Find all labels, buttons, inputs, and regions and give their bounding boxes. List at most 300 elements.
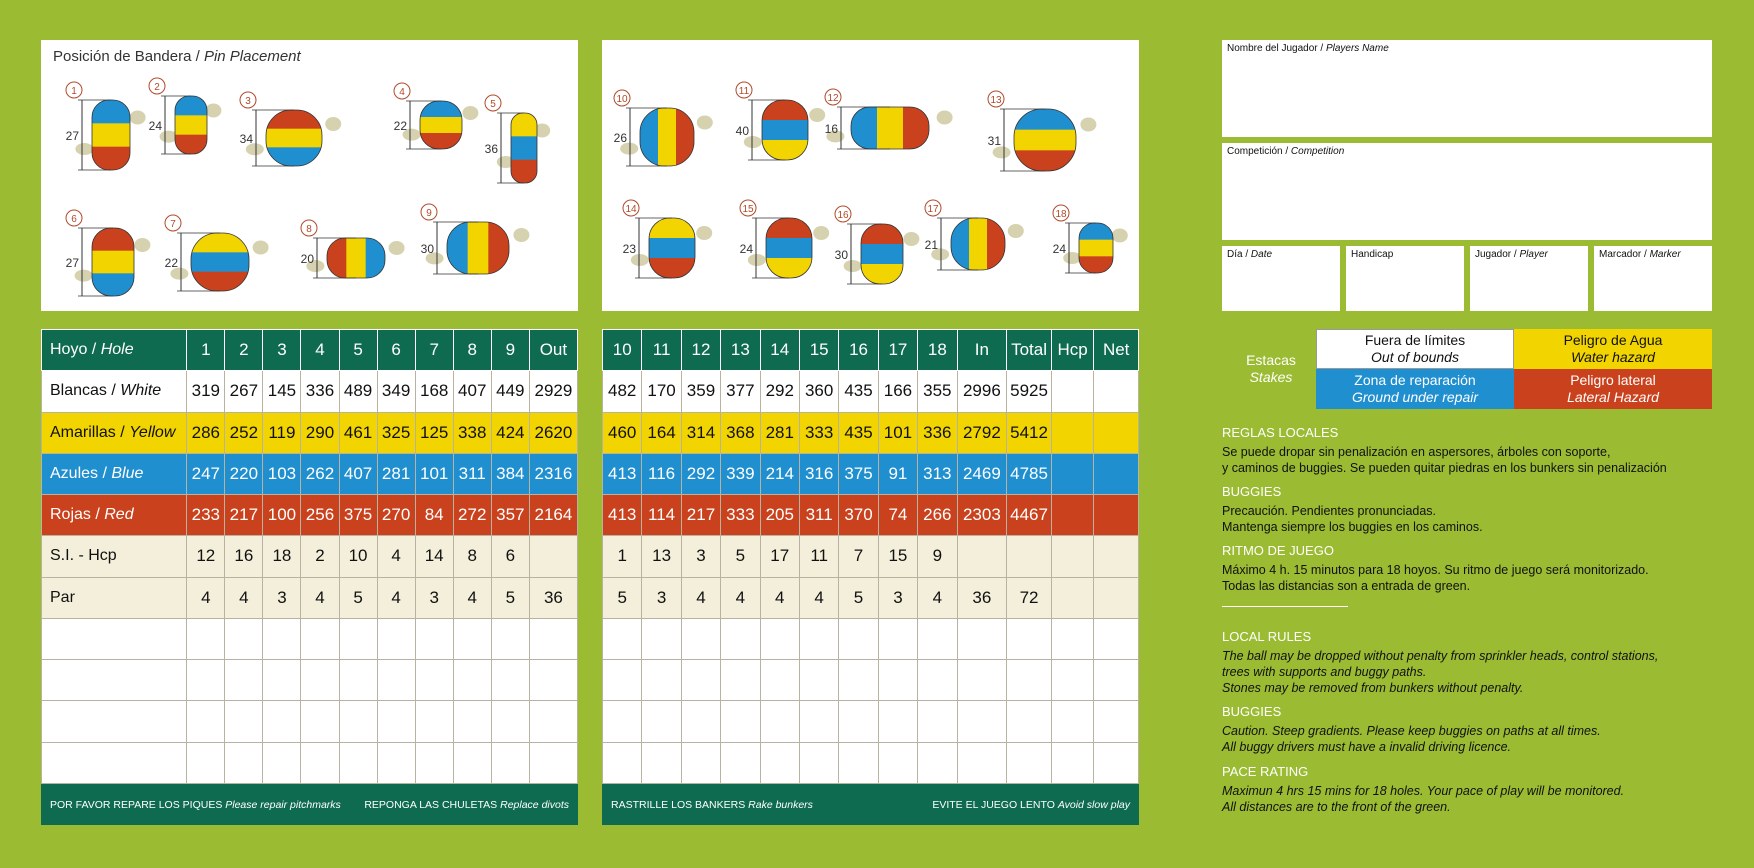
hole-number-label: 3 [245, 96, 251, 107]
handicap-cell [529, 536, 577, 577]
score-cell[interactable] [339, 701, 377, 742]
hole-number: 6 [377, 330, 415, 371]
distance-label: 21 [924, 238, 938, 252]
score-cell[interactable] [225, 742, 263, 783]
score-cell[interactable] [415, 660, 453, 701]
par-cell: 5 [339, 577, 377, 618]
yardage-cell: 336 [301, 371, 339, 412]
yardage-cell: 247 [187, 453, 225, 494]
distance-label: 22 [393, 119, 407, 133]
score-cell[interactable] [263, 660, 301, 701]
yardage-cell: 292 [760, 371, 799, 412]
score-cell[interactable] [878, 701, 917, 742]
score-cell[interactable] [377, 742, 415, 783]
score-cell[interactable] [878, 660, 917, 701]
score-cell[interactable] [799, 742, 838, 783]
buggies-rules-en [1222, 704, 1601, 755]
bunker-shape [75, 143, 93, 155]
score-cell[interactable] [1094, 742, 1139, 783]
par-cell [1094, 577, 1139, 618]
bunker-shape [697, 116, 713, 130]
score-cell[interactable] [377, 660, 415, 701]
score-cell[interactable] [839, 660, 878, 701]
green-diagram [925, 200, 1024, 270]
hole-number-label: 4 [399, 87, 405, 98]
score-cell[interactable] [187, 660, 225, 701]
score-cell[interactable] [377, 618, 415, 659]
score-cell[interactable] [918, 742, 957, 783]
tee-label: Rojas / Red [42, 495, 187, 536]
green-diagram [835, 206, 920, 285]
score-cell[interactable] [491, 660, 529, 701]
score-cell[interactable] [187, 618, 225, 659]
yardage-cell: 424 [491, 412, 529, 453]
score-cell[interactable] [339, 618, 377, 659]
par-cell: 4 [721, 577, 760, 618]
hole-number: 17 [878, 330, 917, 371]
score-cell[interactable] [721, 742, 760, 783]
score-cell[interactable] [1051, 742, 1094, 783]
par-cell: 3 [263, 577, 301, 618]
yardage-cell: 84 [415, 495, 453, 536]
player-field[interactable]: Jugador / Player [1470, 246, 1588, 311]
tee-row-white [42, 371, 578, 412]
yardage-cell: 101 [878, 412, 917, 453]
score-cell[interactable] [878, 742, 917, 783]
yardage-cell: 281 [760, 412, 799, 453]
yardage-cell: 384 [491, 453, 529, 494]
bunker-shape [937, 111, 953, 125]
score-cell[interactable] [453, 742, 491, 783]
yardage-cell: 214 [760, 453, 799, 494]
score-cell[interactable] [187, 742, 225, 783]
slow-play-notice: EVITE EL JUEGO LENTO Avoid slow play [932, 798, 1130, 811]
par-cell: 36 [529, 577, 577, 618]
score-cell[interactable] [681, 742, 720, 783]
yardage-cell: 359 [681, 371, 720, 412]
hole-number: 18 [918, 330, 957, 371]
par-cell: 5 [603, 577, 642, 618]
handicap-cell: 2 [301, 536, 339, 577]
section-heading: PACE RATING [1222, 764, 1309, 779]
pin-placement-panel-front [41, 40, 578, 311]
grand-total-cell: 4467 [1007, 495, 1052, 536]
yardage-cell: 170 [642, 371, 681, 412]
yardage-cell: 489 [339, 371, 377, 412]
hole-number-label: 13 [990, 95, 1002, 106]
score-cell[interactable] [187, 701, 225, 742]
score-cell[interactable] [263, 618, 301, 659]
yardage-cell: 311 [453, 453, 491, 494]
score-cell[interactable] [681, 660, 720, 701]
score-cell[interactable] [721, 701, 760, 742]
pace-rules-es [1222, 543, 1649, 594]
hole-number: 12 [681, 330, 720, 371]
yardage-cell: 116 [642, 453, 681, 494]
score-cell[interactable] [491, 742, 529, 783]
score-row[interactable] [42, 742, 578, 783]
score-cell[interactable] [839, 618, 878, 659]
pitchmark-notice: POR FAVOR REPARE LOS PIQUES Please repair pitchmarks [50, 798, 341, 811]
yardage-cell: 349 [377, 371, 415, 412]
score-cell[interactable] [721, 618, 760, 659]
hole-number-label: 18 [1055, 209, 1067, 220]
out-total-cell: 2164 [529, 495, 577, 536]
score-cell[interactable] [225, 701, 263, 742]
band-yellow [92, 251, 134, 274]
in-total-cell: 2996 [957, 371, 1007, 412]
hole-number: 15 [799, 330, 838, 371]
band-blue [1079, 223, 1113, 240]
score-cell[interactable] [529, 618, 577, 659]
score-row[interactable] [42, 618, 578, 659]
rule-line: Caution. Steep gradients. Please keep buggies on paths at all times. [1222, 724, 1601, 738]
local-rules-en [1222, 629, 1658, 696]
green-bands [175, 96, 207, 155]
back-nine-scorecard [602, 329, 1139, 784]
score-cell[interactable] [642, 701, 681, 742]
score-cell[interactable] [453, 660, 491, 701]
score-cell[interactable] [415, 618, 453, 659]
score-cell[interactable] [301, 618, 339, 659]
stake-water-hazard: Peligro de Agua Water hazard [1514, 329, 1712, 369]
handicap-cell: 6 [491, 536, 529, 577]
score-cell[interactable] [1007, 660, 1052, 701]
score-cell[interactable] [1007, 742, 1052, 783]
distance-label: 20 [300, 252, 314, 266]
bunker-shape [1080, 118, 1096, 132]
par-cell: 4 [681, 577, 720, 618]
par-cell: 3 [878, 577, 917, 618]
score-row[interactable] [603, 618, 1139, 659]
marker-field[interactable]: Marcador / Marker [1594, 246, 1712, 311]
player-name-cell[interactable] [42, 701, 187, 742]
score-cell[interactable] [957, 701, 1007, 742]
score-cell[interactable] [339, 742, 377, 783]
score-cell[interactable] [529, 742, 577, 783]
hole-number: 13 [721, 330, 760, 371]
yardage-cell: 460 [603, 412, 642, 453]
band-yellow [346, 238, 366, 278]
score-cell[interactable] [225, 660, 263, 701]
green-bands [266, 110, 322, 167]
band-red [903, 107, 930, 149]
score-cell[interactable] [1051, 618, 1094, 659]
score-cell[interactable] [603, 701, 642, 742]
yardage-cell: 313 [918, 453, 957, 494]
yardage-cell: 91 [878, 453, 917, 494]
score-cell[interactable] [1051, 660, 1094, 701]
hole-header-row [42, 330, 578, 371]
score-cell[interactable] [453, 618, 491, 659]
green-diagram [394, 83, 479, 150]
yardage-cell: 220 [225, 453, 263, 494]
score-row[interactable] [603, 660, 1139, 701]
par-cell: 4 [799, 577, 838, 618]
handicap-cell [957, 536, 1007, 577]
par-cell: 4 [225, 577, 263, 618]
bunker-shape [813, 226, 829, 240]
score-cell[interactable] [918, 660, 957, 701]
score-cell[interactable] [1094, 660, 1139, 701]
band-red [1014, 150, 1076, 171]
distance-label: 24 [739, 242, 753, 256]
par-cell: 5 [491, 577, 529, 618]
score-cell[interactable] [760, 742, 799, 783]
band-red [175, 135, 207, 155]
hole-number-label: 15 [742, 204, 754, 215]
score-cell[interactable] [839, 742, 878, 783]
score-row[interactable] [603, 742, 1139, 783]
stake-lateral-hazard: Peligro lateral Lateral Hazard [1514, 369, 1712, 409]
yardage-cell: 292 [681, 453, 720, 494]
handicap-cell [1051, 536, 1094, 577]
band-red [92, 228, 134, 251]
bunker-shape [903, 232, 919, 246]
hole-number-label: 2 [154, 82, 160, 93]
band-yellow [766, 258, 812, 279]
green-bands [766, 218, 812, 279]
par-cell: 4 [760, 577, 799, 618]
yardage-cell: 407 [453, 371, 491, 412]
score-cell[interactable] [603, 618, 642, 659]
rule-line: y caminos de buggies. Se pueden quitar piedras en los bunkers sin penalización [1222, 461, 1667, 475]
score-cell[interactable] [491, 701, 529, 742]
green-bands [951, 218, 1006, 270]
out-total-cell: 2929 [529, 371, 577, 412]
band-blue [191, 252, 249, 272]
yardage-cell: 272 [453, 495, 491, 536]
band-yellow [468, 222, 489, 274]
hole-number: 1 [187, 330, 225, 371]
score-cell[interactable] [799, 618, 838, 659]
score-cell[interactable] [301, 701, 339, 742]
band-blue [92, 100, 130, 124]
score-cell[interactable] [957, 742, 1007, 783]
yardage-cell: 482 [603, 371, 642, 412]
par-cell: 4 [377, 577, 415, 618]
handicap-cell: 8 [453, 536, 491, 577]
handicap-cell [1094, 536, 1139, 577]
band-yellow [191, 233, 249, 253]
band-red [649, 258, 695, 279]
in-total-cell: 2469 [957, 453, 1007, 494]
bunker-shape [253, 241, 269, 255]
yardage-cell: 338 [453, 412, 491, 453]
score-row[interactable] [42, 701, 578, 742]
in-header: In [957, 330, 1007, 371]
score-cell[interactable] [377, 701, 415, 742]
player-name-cell[interactable] [42, 660, 187, 701]
band-blue [92, 273, 134, 296]
green-bands [649, 218, 695, 279]
handicap-cell: 13 [642, 536, 681, 577]
score-cell[interactable] [760, 618, 799, 659]
hole-number: 4 [301, 330, 339, 371]
yardage-cell: 461 [339, 412, 377, 453]
yardage-cell: 319 [187, 371, 225, 412]
band-red [92, 147, 130, 171]
score-cell[interactable] [957, 660, 1007, 701]
rule-line: The ball may be dropped without penalty from sprinkler heads, control stations, [1222, 649, 1659, 663]
score-cell[interactable] [415, 742, 453, 783]
bunker-shape [205, 104, 221, 118]
par-cell: 72 [1007, 577, 1052, 618]
score-cell[interactable] [918, 701, 957, 742]
player-name-field[interactable]: Nombre del Jugador / Players Name [1222, 40, 1712, 137]
handicap-field[interactable]: Handicap [1346, 246, 1464, 311]
yardage-cell: 217 [681, 495, 720, 536]
score-cell[interactable] [642, 618, 681, 659]
in-total-cell: 2303 [957, 495, 1007, 536]
hole-number-label: 12 [827, 93, 839, 104]
score-cell[interactable] [415, 701, 453, 742]
hcp-cell [1051, 371, 1094, 412]
score-cell[interactable] [760, 701, 799, 742]
date-field[interactable]: Día / Date [1222, 246, 1340, 311]
par-cell: 3 [642, 577, 681, 618]
hole-number: 5 [339, 330, 377, 371]
out-total-cell: 2316 [529, 453, 577, 494]
score-cell[interactable] [1094, 618, 1139, 659]
score-cell[interactable] [453, 701, 491, 742]
green-bands [447, 222, 510, 274]
grand-total-cell: 5412 [1007, 412, 1052, 453]
par-cell: 5 [839, 577, 878, 618]
green-bands [640, 108, 695, 166]
green-bands [1014, 109, 1076, 172]
rule-line: All buggy drivers must have a invalid driving licence. [1222, 740, 1512, 754]
score-cell[interactable] [263, 701, 301, 742]
player-name-cell[interactable] [42, 618, 187, 659]
player-name-cell[interactable] [42, 742, 187, 783]
handicap-cell: 4 [377, 536, 415, 577]
score-cell[interactable] [301, 742, 339, 783]
handicap-cell [1007, 536, 1052, 577]
band-red [676, 108, 695, 166]
tee-row-white [603, 371, 1139, 412]
yardage-cell: 281 [377, 453, 415, 494]
score-cell[interactable] [1007, 701, 1052, 742]
score-cell[interactable] [263, 742, 301, 783]
band-blue [1014, 109, 1076, 130]
yardage-cell: 325 [377, 412, 415, 453]
divot-notice: REPONGA LAS CHULETAS Replace divots [364, 798, 569, 811]
score-row[interactable] [603, 701, 1139, 742]
hole-number-label: 10 [616, 94, 628, 105]
handicap-cell: 1 [603, 536, 642, 577]
score-cell[interactable] [1007, 618, 1052, 659]
bunker-shape [130, 111, 146, 125]
score-cell[interactable] [1051, 701, 1094, 742]
band-red [762, 100, 808, 121]
green-bands [420, 101, 462, 150]
band-blue [266, 147, 322, 166]
competition-field[interactable]: Competición / Competition [1222, 143, 1712, 240]
bunker-shape [1112, 229, 1128, 243]
total-header: Total [1007, 330, 1052, 371]
score-row[interactable] [42, 660, 578, 701]
handicap-row [42, 536, 578, 577]
score-cell[interactable] [681, 701, 720, 742]
green-diagram [623, 200, 713, 279]
hcp-cell [1051, 453, 1094, 494]
section-heading: LOCAL RULES [1222, 629, 1312, 644]
yardage-cell: 375 [339, 495, 377, 536]
score-cell[interactable] [799, 701, 838, 742]
hcp-header: Hcp [1051, 330, 1094, 371]
band-blue [420, 101, 462, 118]
score-cell[interactable] [839, 701, 878, 742]
distance-label: 40 [735, 124, 749, 138]
green-bands [327, 238, 386, 278]
pin-placement-title: Posición de Bandera / Pin Placement [53, 48, 301, 65]
yardage-cell: 375 [839, 453, 878, 494]
yardage-cell: 316 [799, 453, 838, 494]
score-cell[interactable] [603, 660, 642, 701]
green-bands [851, 107, 930, 149]
green-diagram [165, 215, 269, 292]
rule-line: All distances are to the front of the green. [1222, 800, 1451, 814]
hole-number: 7 [415, 330, 453, 371]
handicap-cell: 15 [878, 536, 917, 577]
score-cell[interactable] [301, 660, 339, 701]
handicap-cell: 7 [839, 536, 878, 577]
green-diagram [240, 92, 342, 167]
score-cell[interactable] [721, 660, 760, 701]
score-cell[interactable] [957, 618, 1007, 659]
yardage-cell: 125 [415, 412, 453, 453]
handicap-cell: 17 [760, 536, 799, 577]
score-cell[interactable] [918, 618, 957, 659]
band-red [987, 218, 1006, 270]
score-cell[interactable] [799, 660, 838, 701]
tee-row-blue [42, 453, 578, 494]
tee-row-yellow [603, 412, 1139, 453]
section-heading: RITMO DE JUEGO [1222, 543, 1334, 558]
score-cell[interactable] [642, 742, 681, 783]
green-bands [1079, 223, 1113, 274]
score-cell[interactable] [760, 660, 799, 701]
band-yellow [92, 123, 130, 147]
score-cell[interactable] [642, 660, 681, 701]
green-diagram [825, 89, 953, 149]
yardage-cell: 266 [918, 495, 957, 536]
score-cell[interactable] [339, 660, 377, 701]
yardage-cell: 119 [263, 412, 301, 453]
score-cell[interactable] [878, 618, 917, 659]
handicap-row [603, 536, 1139, 577]
green-diagram [1053, 205, 1128, 274]
section-heading: REGLAS LOCALES [1222, 425, 1339, 440]
score-cell[interactable] [529, 701, 577, 742]
score-cell[interactable] [529, 660, 577, 701]
score-cell[interactable] [491, 618, 529, 659]
score-cell[interactable] [681, 618, 720, 659]
green-bands [191, 233, 249, 292]
yardage-cell: 355 [918, 371, 957, 412]
rule-line: Mantenga siempre los buggies en los caminos. [1222, 520, 1483, 534]
band-blue [649, 238, 695, 259]
score-cell[interactable] [225, 618, 263, 659]
score-cell[interactable] [603, 742, 642, 783]
band-blue [511, 136, 537, 160]
band-yellow [762, 140, 808, 161]
distance-label: 27 [65, 129, 79, 143]
green-bands [762, 100, 808, 161]
par-cell: 4 [187, 577, 225, 618]
score-cell[interactable] [1094, 701, 1139, 742]
